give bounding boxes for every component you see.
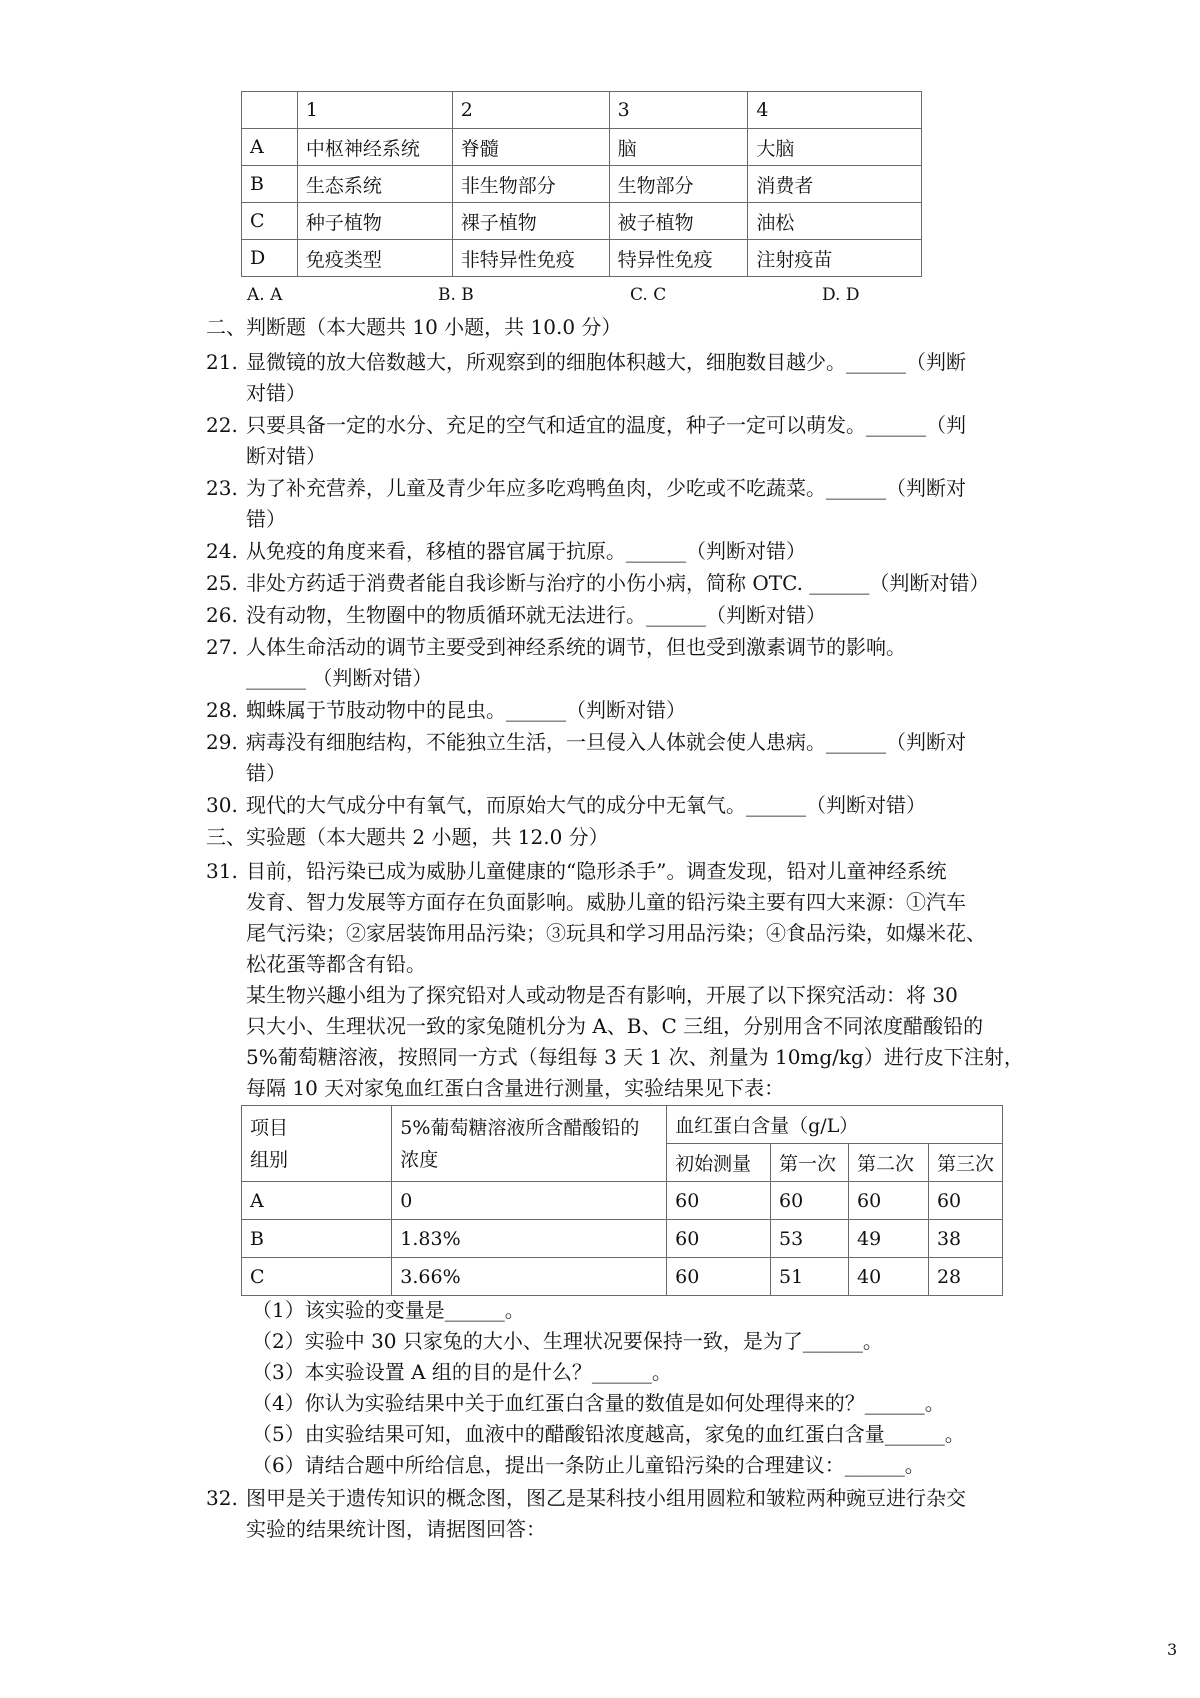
question-number: 24. bbox=[206, 539, 238, 563]
table-header-cell: 第三次 bbox=[928, 1144, 1002, 1182]
table-cell: 1 bbox=[297, 92, 452, 129]
sub-question: （2）实验中 30 只家兔的大小、生理状况要保持一致，是为了______。 bbox=[252, 1329, 883, 1353]
table-cell: 消费者 bbox=[748, 166, 922, 203]
sub-question: （3）本实验设置 A 组的目的是什么？______。 bbox=[252, 1360, 672, 1384]
table-row bbox=[242, 166, 922, 203]
choice-d: D. D bbox=[822, 285, 860, 305]
table-row bbox=[242, 129, 922, 166]
question-number: 29. bbox=[206, 730, 238, 754]
table-row bbox=[242, 203, 922, 240]
question-text: 错） bbox=[246, 507, 286, 531]
choice-b: B. B bbox=[438, 285, 474, 305]
table-cell: 裸子植物 bbox=[452, 203, 609, 240]
question-text: 实验的结果统计图，请据图回答： bbox=[246, 1517, 546, 1541]
table-cell: 免疫类型 bbox=[297, 240, 452, 277]
table-cell: B bbox=[242, 166, 298, 203]
question-text: 对错） bbox=[246, 381, 306, 405]
section-title: 二、判断题（本大题共 10 小题，共 10.0 分） bbox=[206, 315, 622, 339]
table-cell: 60 bbox=[667, 1220, 771, 1258]
table-row bbox=[242, 1182, 1003, 1220]
concept-table bbox=[241, 91, 922, 277]
choice-c: C. C bbox=[630, 285, 667, 305]
table-cell: 生物部分 bbox=[609, 166, 748, 203]
table-cell: 60 bbox=[667, 1182, 771, 1220]
table-cell: 40 bbox=[849, 1258, 929, 1296]
question-text: 某生物兴趣小组为了探究铅对人或动物是否有影响，开展了以下探究活动：将 30 bbox=[246, 983, 958, 1007]
table-cell: 51 bbox=[771, 1258, 849, 1296]
table-cell: C bbox=[242, 203, 298, 240]
table-cell: 中枢神经系统 bbox=[297, 129, 452, 166]
table-cell: A bbox=[242, 129, 298, 166]
table-cell: 3.66% bbox=[392, 1258, 667, 1296]
question-text: 现代的大气成分中有氧气，而原始大气的成分中无氧气。______（判断对错） bbox=[246, 793, 926, 817]
table-cell: 4 bbox=[748, 92, 922, 129]
question-text: 显微镜的放大倍数越大，所观察到的细胞体积越大，细胞数目越少。______（判断 bbox=[246, 350, 966, 374]
question-text: 错） bbox=[246, 761, 286, 785]
table-cell: 60 bbox=[849, 1182, 929, 1220]
table-row bbox=[242, 92, 922, 129]
table-row bbox=[242, 1106, 1003, 1144]
question-text: 只要具备一定的水分、充足的空气和适宜的温度，种子一定可以萌发。______（判 bbox=[246, 413, 966, 437]
choice-a: A. A bbox=[247, 285, 283, 305]
question-number: 22. bbox=[206, 413, 238, 437]
question-text: 只大小、生理状况一致的家兔随机分为 A、B、C 三组，分别用含不同浓度醋酸铅的 bbox=[246, 1014, 984, 1038]
header-group-label: 组别 bbox=[250, 1148, 289, 1171]
question-text: 病毒没有细胞结构，不能独立生活，一旦侵入人体就会使人患病。______（判断对 bbox=[246, 730, 966, 754]
table-cell: 生态系统 bbox=[297, 166, 452, 203]
table-header-cell bbox=[392, 1106, 667, 1182]
table-cell: 60 bbox=[771, 1182, 849, 1220]
table-header-cell: 初始测量 bbox=[667, 1144, 771, 1182]
sub-question: （5）由实验结果可知，血液中的醋酸铅浓度越高，家兔的血红蛋白含量______。 bbox=[252, 1422, 965, 1446]
table-header-cell bbox=[242, 1106, 392, 1182]
question-text: 非处方药适于消费者能自我诊断与治疗的小伤小病，简称 OTC. ______（判断对错） bbox=[246, 571, 990, 595]
table-cell: 注射疫苗 bbox=[748, 240, 922, 277]
question-text: 没有动物，生物圈中的物质循环就无法进行。______（判断对错） bbox=[246, 603, 826, 627]
question-text: 人体生命活动的调节主要受到神经系统的调节，但也受到激素调节的影响。 bbox=[246, 635, 906, 659]
table-header-cell: 第二次 bbox=[849, 1144, 929, 1182]
table-cell: C bbox=[242, 1258, 392, 1296]
table-cell: 38 bbox=[928, 1220, 1002, 1258]
table-cell bbox=[242, 92, 298, 129]
question-text: 每隔 10 天对家兔血红蛋白含量进行测量，实验结果见下表： bbox=[246, 1076, 785, 1100]
page-number: 3 bbox=[1167, 1640, 1178, 1659]
table-cell: 2 bbox=[452, 92, 609, 129]
sub-question: （1）该实验的变量是______。 bbox=[252, 1298, 525, 1322]
table-cell: 60 bbox=[928, 1182, 1002, 1220]
sub-question: （4）你认为实验结果中关于血红蛋白含量的数值是如何处理得来的？______。 bbox=[252, 1391, 945, 1415]
header-item-label: 项目 bbox=[250, 1116, 289, 1139]
sub-question: （6）请结合题中所给信息，提出一条防止儿童铅污染的合理建议：______。 bbox=[252, 1453, 925, 1477]
table-cell: 1.83% bbox=[392, 1220, 667, 1258]
table-row bbox=[242, 1220, 1003, 1258]
question-text: 为了补充营养，儿童及青少年应多吃鸡鸭鱼肉，少吃或不吃蔬菜。______（判断对 bbox=[246, 476, 966, 500]
table-cell: 60 bbox=[667, 1258, 771, 1296]
table-cell: 大脑 bbox=[748, 129, 922, 166]
question-text: 蜘蛛属于节肢动物中的昆虫。______（判断对错） bbox=[246, 698, 686, 722]
question-number: 26. bbox=[206, 603, 238, 627]
question-text: ______ （判断对错） bbox=[246, 666, 433, 690]
table-cell: 非生物部分 bbox=[452, 166, 609, 203]
question-text: 断对错） bbox=[246, 444, 326, 468]
table-cell: 种子植物 bbox=[297, 203, 452, 240]
table-row bbox=[242, 1258, 1003, 1296]
table-cell: 3 bbox=[609, 92, 748, 129]
table-cell: 非特异性免疫 bbox=[452, 240, 609, 277]
table-cell: 特异性免疫 bbox=[609, 240, 748, 277]
table-cell: 脑 bbox=[609, 129, 748, 166]
question-number: 27. bbox=[206, 635, 238, 659]
question-number: 21. bbox=[206, 350, 238, 374]
table-header-cell: 血红蛋白含量（g/L） bbox=[667, 1106, 1003, 1144]
question-text: 松花蛋等都含有铅。 bbox=[246, 952, 426, 976]
table-cell: 49 bbox=[849, 1220, 929, 1258]
table-cell: D bbox=[242, 240, 298, 277]
header-concentration-line2: 浓度 bbox=[400, 1148, 439, 1171]
question-number: 32. bbox=[206, 1486, 238, 1510]
question-number: 30. bbox=[206, 793, 238, 817]
question-text: 尾气污染；②家居装饰用品污染；③玩具和学习用品污染；④食品污染，如爆米花、 bbox=[246, 921, 986, 945]
table-cell: 53 bbox=[771, 1220, 849, 1258]
header-concentration-line1: 5%葡萄糖溶液所含醋酸铅的 bbox=[400, 1116, 640, 1139]
table-cell: 28 bbox=[928, 1258, 1002, 1296]
table-cell: B bbox=[242, 1220, 392, 1258]
question-text: 从免疫的角度来看，移植的器官属于抗原。______（判断对错） bbox=[246, 539, 806, 563]
question-number: 25. bbox=[206, 571, 238, 595]
section-title: 三、实验题（本大题共 2 小题，共 12.0 分） bbox=[206, 825, 609, 849]
question-text: 目前，铅污染已成为威胁儿童健康的“隐形杀手”。调查发现，铅对儿童神经系统 bbox=[246, 859, 947, 883]
question-number: 23. bbox=[206, 476, 238, 500]
question-number: 28. bbox=[206, 698, 238, 722]
experiment-results-table bbox=[241, 1105, 1003, 1296]
table-cell: 0 bbox=[392, 1182, 667, 1220]
table-header-cell: 第一次 bbox=[771, 1144, 849, 1182]
question-text: 发育、智力发展等方面存在负面影响。威胁儿童的铅污染主要有四大来源：①汽车 bbox=[246, 890, 966, 914]
table-cell: 脊髓 bbox=[452, 129, 609, 166]
question-number: 31. bbox=[206, 859, 238, 883]
question-text: 图甲是关于遗传知识的概念图，图乙是某科技小组用圆粒和皱粒两种豌豆进行杂交 bbox=[246, 1486, 966, 1510]
table-row bbox=[242, 240, 922, 277]
question-text: 5%葡萄糖溶液，按照同一方式（每组每 3 天 1 次、剂量为 10mg/kg）进行皮下注射， bbox=[246, 1045, 1024, 1069]
table-cell: 被子植物 bbox=[609, 203, 748, 240]
table-cell: 油松 bbox=[748, 203, 922, 240]
table-cell: A bbox=[242, 1182, 392, 1220]
